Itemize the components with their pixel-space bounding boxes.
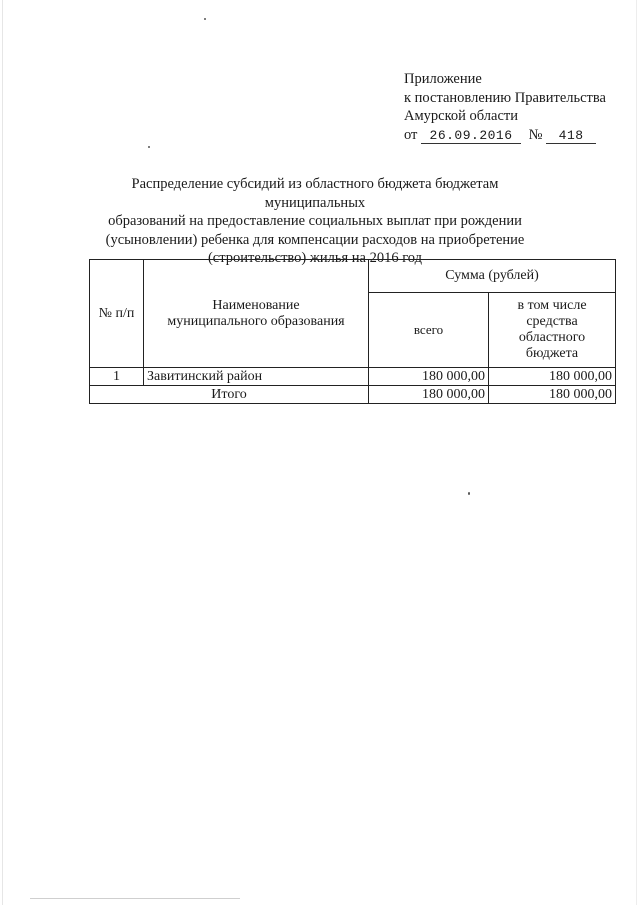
number-value: 418 bbox=[546, 129, 596, 144]
header-name-line-2: муниципального образования bbox=[167, 313, 345, 329]
row-total: 180 000,00 bbox=[369, 368, 489, 386]
number-prefix: № bbox=[528, 126, 543, 143]
footer-label: Итого bbox=[90, 386, 369, 404]
header-name bbox=[144, 260, 369, 368]
subsidy-table bbox=[89, 259, 616, 404]
row-num: 1 bbox=[90, 368, 144, 386]
table-row bbox=[90, 368, 616, 386]
header-regional-line-3: областного bbox=[518, 330, 586, 345]
footer-total: 180 000,00 bbox=[369, 386, 489, 404]
title-line-4: (строительство) жилья на 2016 год bbox=[207, 250, 423, 266]
table-header-row-1 bbox=[90, 260, 616, 293]
title-line-1: Распределение субсидий из областного бюджета бюджетам муниципальных bbox=[131, 176, 499, 211]
date-prefix: от bbox=[404, 126, 418, 143]
title-line-3: (усыновлении) ребенка для компенсации расходов на приобретение bbox=[105, 231, 525, 248]
scan-bottom-mark bbox=[30, 898, 240, 899]
scan-speck bbox=[204, 18, 206, 20]
appendix-block bbox=[404, 70, 634, 144]
header-regional-line-1: в том числе bbox=[517, 298, 587, 313]
appendix-region: Амурской области bbox=[404, 108, 518, 124]
appendix-title: Приложение bbox=[404, 71, 482, 87]
header-total: всего bbox=[369, 293, 489, 368]
header-regional-line-4: бюджета bbox=[525, 346, 579, 361]
row-regional: 180 000,00 bbox=[489, 368, 616, 386]
footer-regional: 180 000,00 bbox=[489, 386, 616, 404]
title-line-2: образований на предоставление социальных выплат при рождении bbox=[108, 213, 522, 229]
scan-speck bbox=[468, 492, 470, 495]
appendix-date-line bbox=[404, 126, 634, 145]
header-regional-line-2: средства bbox=[526, 314, 578, 329]
row-name: Завитинский район bbox=[144, 368, 369, 386]
date-value: 26.09.2016 bbox=[421, 129, 521, 144]
header-regional bbox=[489, 293, 616, 368]
header-num: № п/п bbox=[90, 260, 144, 368]
appendix-resolution: к постановлению Правительства bbox=[404, 89, 606, 106]
document-title bbox=[80, 175, 550, 268]
scan-speck bbox=[148, 146, 150, 148]
scan-edge-mark bbox=[2, 0, 3, 905]
scan-edge-mark bbox=[636, 0, 637, 905]
header-sum: Сумма (рублей) bbox=[369, 260, 616, 293]
table-footer-row bbox=[90, 386, 616, 404]
header-name-line-1: Наименование bbox=[212, 297, 300, 313]
